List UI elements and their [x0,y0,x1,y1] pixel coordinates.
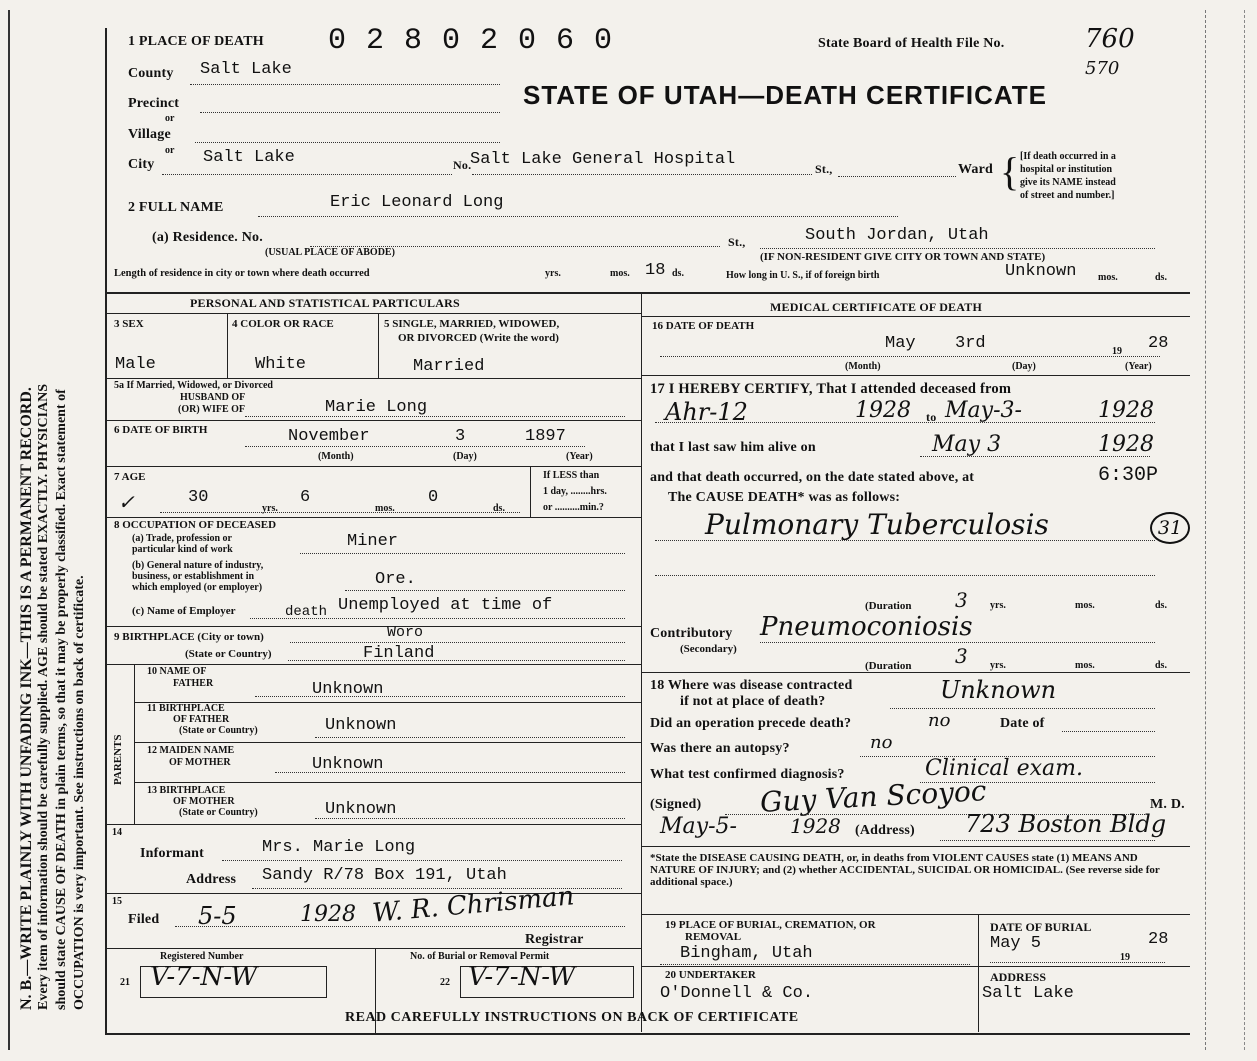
occupation-a-label: (a) Trade, profession or particular kind of work [132,533,233,555]
contributory-cause: Pneumoconiosis [760,612,973,642]
test-value: Clinical exam. [925,756,1083,781]
ward-note: [If death occurred in a hospital or institution give its NAME instead of street and number.] [1020,151,1116,201]
mother-value: Unknown [312,755,384,774]
filed-date: 5-5 [198,902,237,930]
signed-year: 1928 [790,814,841,838]
residence-st-label: St., [728,235,746,249]
attended-to-year: 1928 [1098,398,1154,423]
burial-permit-value: V-7-N-W [468,962,576,992]
full-name-value: Eric Leonard Long [330,193,504,212]
medical-header: MEDICAL CERTIFICATE OF DEATH [770,300,982,314]
death-month: May [885,334,916,353]
father-birthplace-label: 11 BIRTHPLACE OF FATHER (State or Country) [147,703,258,736]
mother-label: 12 MAIDEN NAME OF MOTHER [147,745,235,768]
occupation-b-label: (b) General nature of industry, business, or establishment in which employed (or employer) [132,560,264,593]
informant-label: Informant [140,846,205,861]
cause-label: The CAUSE DEATH* was as follows: [668,490,901,505]
duration-1: 3 [955,588,968,612]
city-label: City [128,157,155,172]
registered-number-value: V-7-N-W [150,962,258,992]
cause-code: 31 [1150,512,1190,544]
operation-date-label: Date of [1000,716,1045,731]
age-check: ✓ [118,490,135,514]
signed-label: (Signed) [650,797,702,812]
city-value: Salt Lake [203,148,295,167]
last-saw-label: that I last saw him alive on [650,440,816,455]
contributory-label: Contributory [650,626,733,641]
disease-contracted-value: Unknown [940,676,1057,704]
burial-year: 28 [1148,930,1169,949]
sex-label: 3 SEX [114,318,144,330]
marital-label: 5 SINGLE, MARRIED, WIDOWED, [384,318,560,330]
burial-place: Bingham, Utah [680,944,813,963]
less-than-note: If LESS than 1 day, ........hrs. or ..........min.? [543,470,607,513]
county-value: Salt Lake [200,60,292,79]
filed-year: 1928 [300,902,356,927]
footer-instructions: READ CAREFULLY INSTRUCTIONS ON BACK OF CERTIFICATE [345,1010,799,1025]
frame-bottom [105,1033,1190,1035]
birthplace-state-label: (State or Country) [185,648,272,660]
or-label-2: or [165,145,175,156]
parents-label: PARENTS [112,734,124,785]
physician-address: 723 Boston Bldg [965,810,1167,838]
undertaker-label: 20 UNDERTAKER [665,969,756,981]
place-of-death-label: 1 PLACE OF DEATH [128,34,264,49]
autopsy-label: Was there an autopsy? [650,741,790,756]
father-label: 10 NAME OF FATHER [147,666,214,689]
last-saw-date: May 3 [932,432,1002,457]
residence-days: 18 [645,261,666,280]
attended-from-year: 1928 [855,398,911,423]
dob-day: 3 [455,427,466,446]
secondary-label: (Secondary) [680,643,737,655]
length-of-residence-label: Length of residence in city or town where death occurred [114,268,370,279]
burial-date-label: DATE OF BURIAL [990,920,1092,934]
autopsy-value: no [870,732,893,753]
right-edge-line-2 [1244,10,1245,1050]
birthplace-label: 9 BIRTHPLACE (City or town) [114,631,264,643]
ward-label: Ward [958,162,994,177]
frame-left [105,28,107,1033]
residence-value: South Jordan, Utah [805,226,989,245]
usual-abode-label: (USUAL PLACE OF ABODE) [265,247,395,258]
physician-address-label: (Address) [855,823,915,838]
right-edge-line [1205,10,1206,1050]
color-value: White [255,355,307,374]
state-board-label: State Board of Health File No. [818,36,1005,51]
marital-value: Married [413,357,485,376]
occupation-label: 8 OCCUPATION OF DECEASED [114,519,277,531]
dob-month: November [288,427,370,446]
side-text-line1: Every item of information should be carefully supplied. AGE should be stated EXACTLY. PHYSICIANS [36,383,51,1010]
village-label: Village [128,127,171,142]
disease-contracted-label: 18 Where was disease contracted [650,678,853,693]
death-occurred-label: and that death occurred, on the date stated above, at [650,470,975,485]
birthplace-city: Woro [387,624,424,641]
physician-signature: Guy Van Scoyoc [759,774,988,819]
operation-value: no [928,710,951,731]
burial-permit-label: No. of Burial or Removal Permit [410,951,550,962]
cause-of-death: Pulmonary Tuberculosis [705,508,1049,541]
street-no-label: No. [453,158,472,172]
age-years: 30 [188,488,209,507]
occupation-a-value: Miner [347,532,399,551]
st-label: St., [815,162,833,176]
operation-label: Did an operation precede death? [650,716,852,731]
county-label: County [128,66,174,81]
full-name-label: 2 FULL NAME [128,200,224,215]
employer-prefix: death [285,604,328,620]
test-label: What test confirmed diagnosis? [650,767,845,782]
file-number: 0 2 8 0 2 0 6 0 [328,24,614,58]
attended-from: Ahr-12 [665,398,748,426]
informant-address-label: Address [186,872,237,887]
registered-number-label: Registered Number [160,951,244,962]
section-divider [105,292,1190,294]
death-time: 6:30P [1098,464,1159,487]
registrar-signature: W. R. Chrisman [371,881,576,929]
undertaker-address: Salt Lake [982,984,1074,1003]
father-value: Unknown [312,680,384,699]
non-resident-note: (IF NON-RESIDENT GIVE CITY OR TOWN AND STATE) [760,251,1046,263]
state-board-number-2: 570 [1085,58,1120,79]
residence-label: (a) Residence. No. [152,230,263,245]
state-board-number: 760 [1085,24,1135,54]
dob-year: 1897 [525,427,566,446]
employer-value: Unemployed at time of [338,596,553,615]
death-year: 28 [1148,334,1169,353]
personal-header: PERSONAL AND STATISTICAL PARTICULARS [190,296,460,310]
informant-value: Mrs. Marie Long [262,838,416,857]
duration-2: 3 [955,644,968,668]
md-label: M. D. [1150,797,1185,812]
us-value: Unknown [1005,262,1077,281]
us-label: How long in U. S., if of foreign birth [726,270,880,281]
mother-birthplace-value: Unknown [325,800,397,819]
footnote: *State the DISEASE CAUSING DEATH, or, in deaths from VIOLENT CAUSES state (1) MEANS AND NATURE OF INJURY; and (2) whether ACCIDENTAL, SUICIDAL OR HOMICIDAL. (See reverse side for additional space.) [650,852,1160,888]
undertaker-address-label: ADDRESS [990,970,1047,984]
birthplace-state: Finland [363,644,435,663]
age-months: 6 [300,488,311,507]
marital-label-2: OR DIVORCED (Write the word) [398,332,559,344]
burial-date: May 5 [990,934,1042,953]
side-text-line2: should state CAUSE OF DEATH in plain terms, so that it may be properly classified. Exact statement of [54,389,69,1010]
date-of-death-label: 16 DATE OF DEATH [652,320,755,332]
precinct-label: Precinct [128,96,180,111]
or-label-1: or [165,113,175,124]
death-day: 3rd [955,334,986,353]
attended-to: May-3- [945,398,1022,423]
spouse-value: Marie Long [325,398,428,417]
father-birthplace-value: Unknown [325,716,397,735]
column-divider [641,292,642,1032]
left-edge-line [8,10,10,1050]
street-no-value: Salt Lake General Hospital [470,150,736,169]
last-saw-year: 1928 [1098,432,1154,457]
occupation-b-value: Ore. [375,570,416,589]
filed-label: Filed [128,912,160,927]
spouse-label: 5a If Married, Widowed, or Divorced [114,380,273,391]
age-days: 0 [428,488,439,507]
mother-birthplace-label: 13 BIRTHPLACE OF MOTHER (State or Country) [147,785,258,818]
employer-label: (c) Name of Employer [132,605,236,617]
undertaker-value: O'Donnell & Co. [660,984,814,1003]
registrar-label: Registrar [525,932,584,947]
sex-value: Male [115,355,156,374]
signed-date: May-5- [660,814,737,839]
dob-label: 6 DATE OF BIRTH [114,424,208,436]
color-label: 4 COLOR OR RACE [232,318,334,330]
certify-statement: 17 I HEREBY CERTIFY, That I attended deceased from [650,381,1012,397]
certificate-title: STATE OF UTAH—DEATH CERTIFICATE [523,80,1047,110]
side-text-line3: OCCUPATION is very important. See instructions on back of certificate. [72,575,87,1010]
age-label: 7 AGE [114,471,146,483]
burial-place-label: 19 PLACE OF BURIAL, CREMATION, OR REMOVAL [665,919,876,943]
side-text-warning: N. B.—WRITE PLAINLY WITH UNFADING INK—THIS IS A PERMANENT RECORD. [18,387,35,1010]
informant-address: Sandy R/78 Box 191, Utah [262,866,507,885]
